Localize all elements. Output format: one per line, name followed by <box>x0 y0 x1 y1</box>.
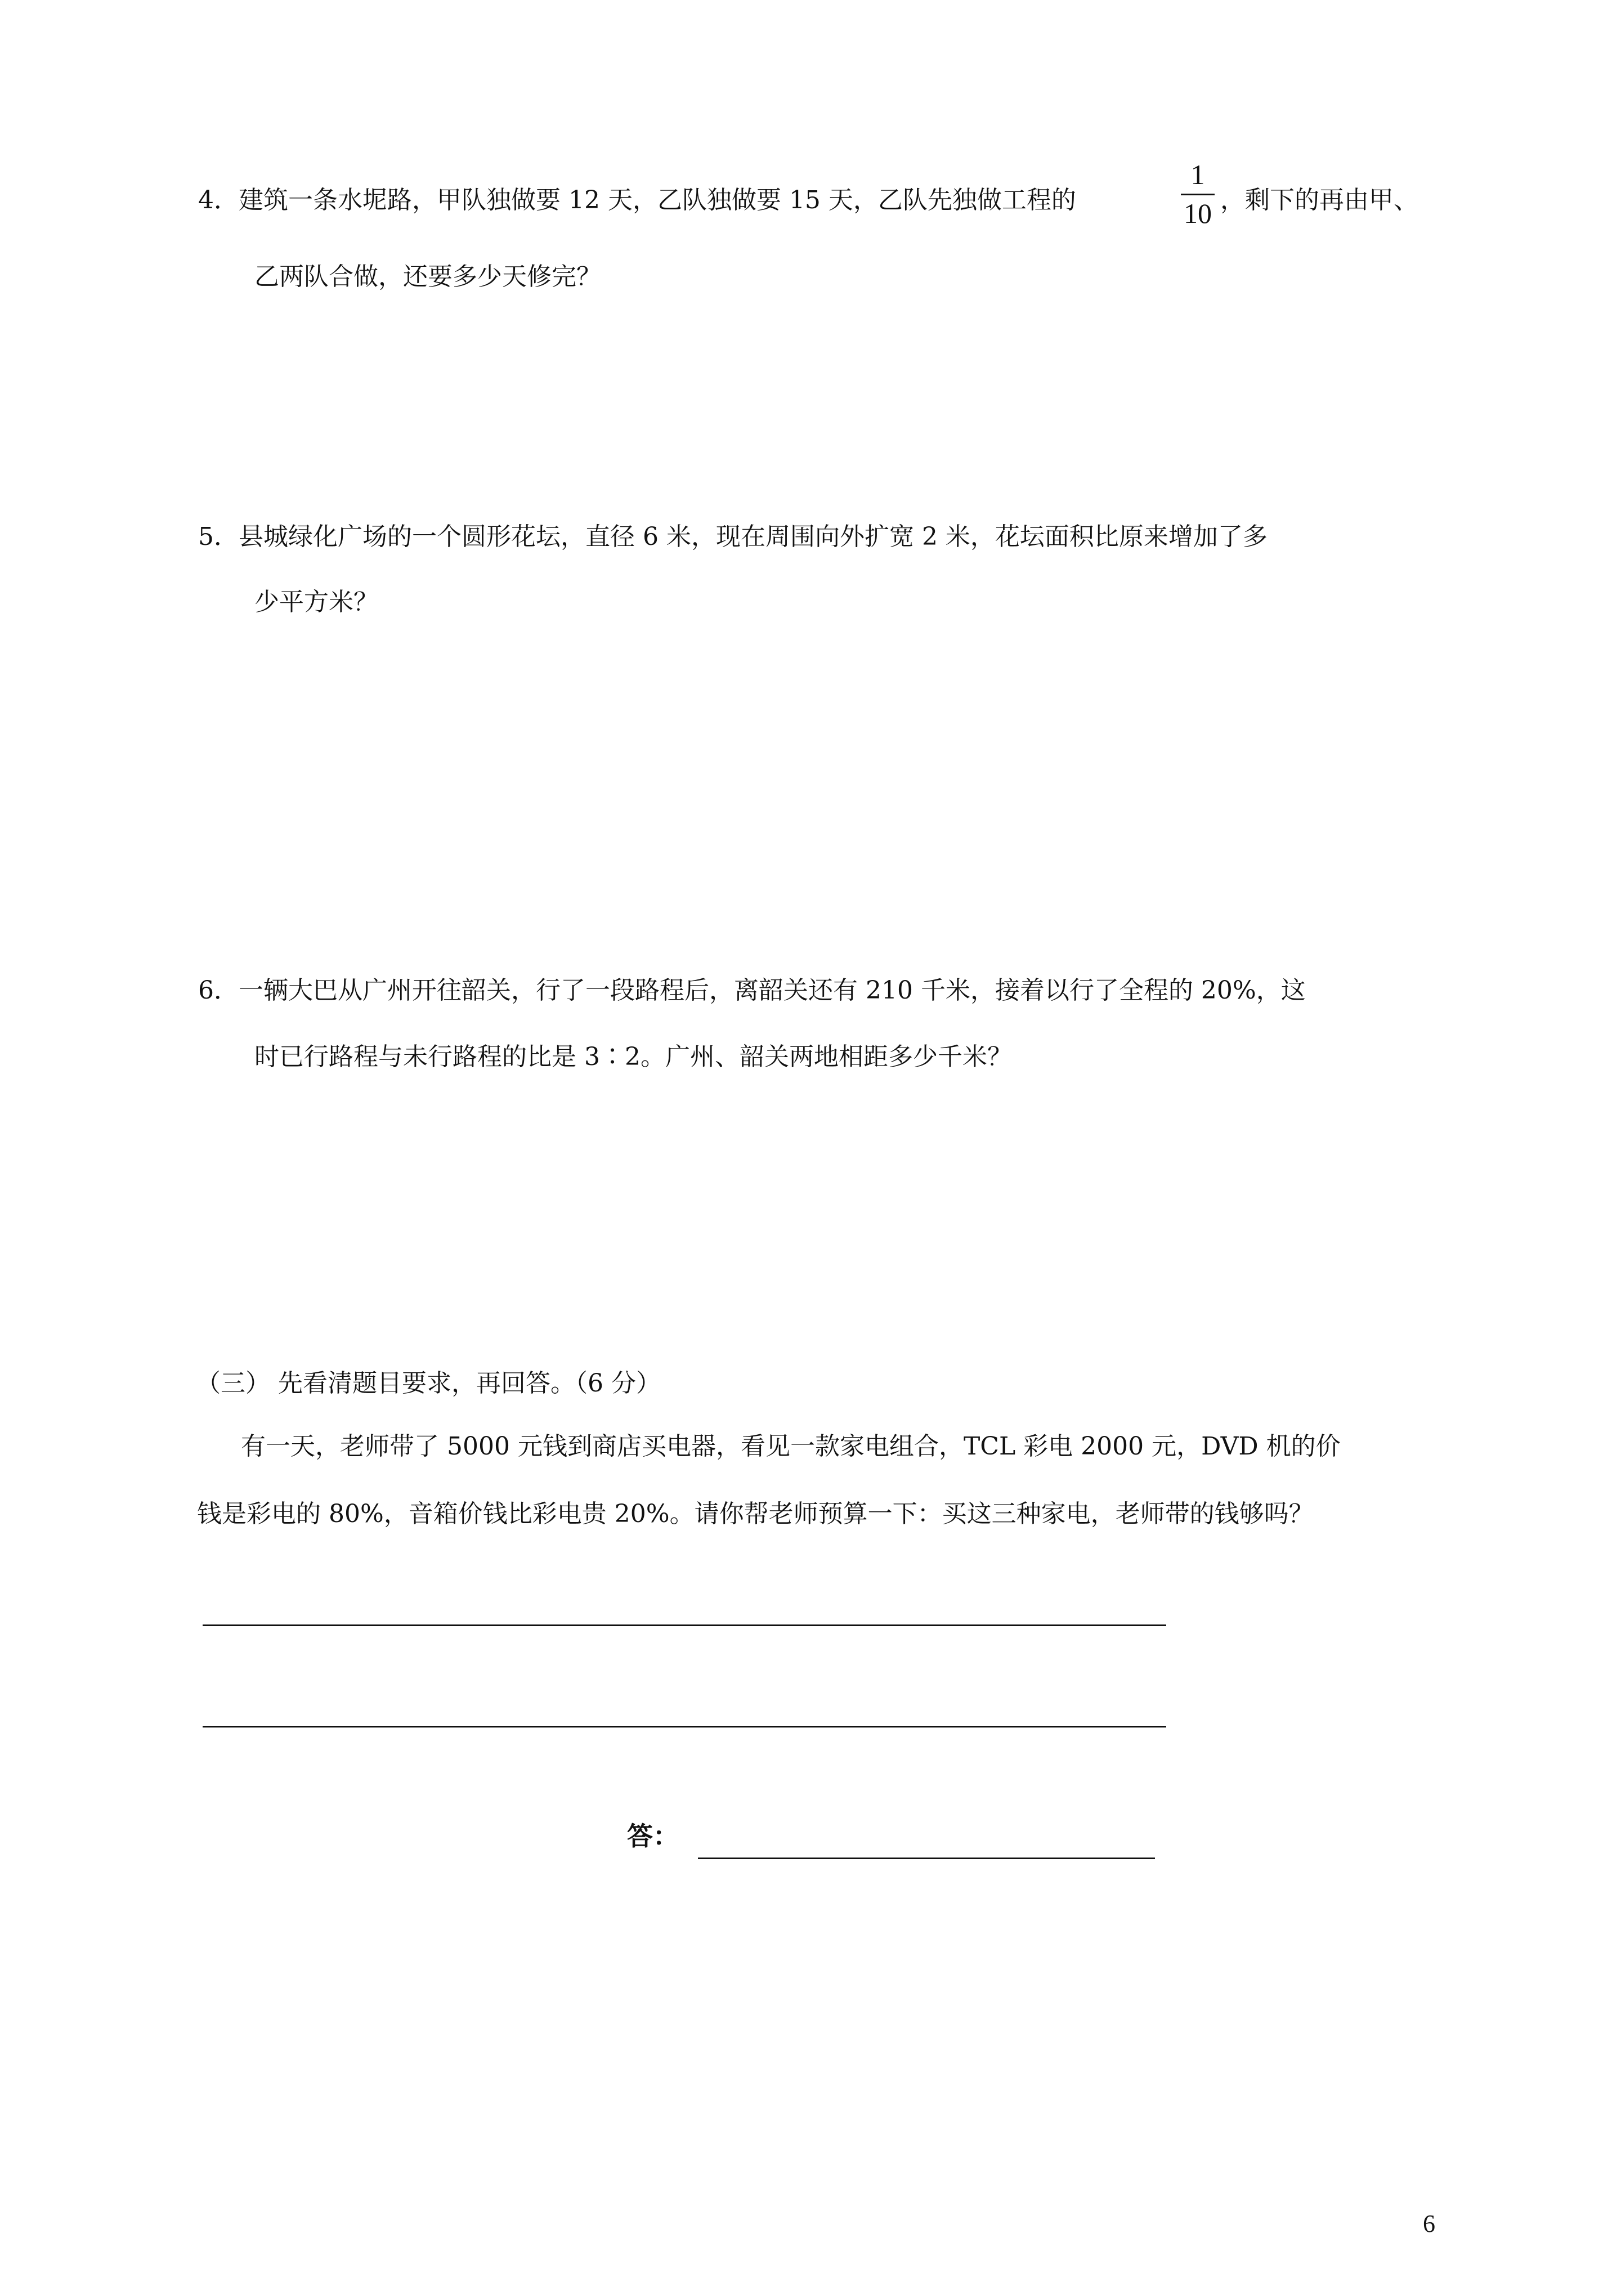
q4-fraction <box>1180 159 1216 230</box>
q6-line2: 时已行路程与未行路程的比是 3∶2。广州、韶关两地相距多少千米？ <box>254 1042 1012 1071</box>
q4-fraction-denominator: 10 <box>1184 198 1212 229</box>
q5-line2: 少平方米？ <box>254 588 378 616</box>
work-line-2 <box>203 1726 1166 1727</box>
section3-heading: （三） 先看清题目要求，再回答。（6 分） <box>196 1369 661 1398</box>
work-line-1 <box>203 1624 1166 1626</box>
q4-fraction-bar <box>1181 194 1215 195</box>
q4-fraction-numerator: 1 <box>1190 159 1205 190</box>
q4-line2: 乙两队合做，还要多少天修完？ <box>254 262 601 291</box>
section3-body-line2: 钱是彩电的 80%，音箱价钱比彩电贵 20%。请你帮老师预算一下：买这三种家电，老师带的钱够吗？ <box>197 1500 1314 1528</box>
answer-line <box>698 1858 1155 1859</box>
page-number: 6 <box>1423 2210 1435 2237</box>
q6-line1: 6．一辆大巴从广州开往韶关，行了一段路程后，离韶关还有 210 千米，接着以行了全程的 20%，这 <box>198 976 1306 1005</box>
answer-label: 答： <box>627 1821 679 1851</box>
q4-line1-part1: 4．建筑一条水坭路，甲队独做要 12 天，乙队独做要 15 天，乙队先独做工程的 <box>198 186 1076 214</box>
q4-line1-part2: ，剩下的再由甲、 <box>1220 186 1418 214</box>
section3-body-line1: 有一天，老师带了 5000 元钱到商店买电器，看见一款家电组合，TCL 彩电 2000 元，DVD 机的价 <box>241 1432 1341 1461</box>
q5-line1: 5．县城绿化广场的一个圆形花坛，直径 6 米，现在周围向外扩宽 2 米，花坛面积比原来增加了多 <box>198 522 1268 551</box>
